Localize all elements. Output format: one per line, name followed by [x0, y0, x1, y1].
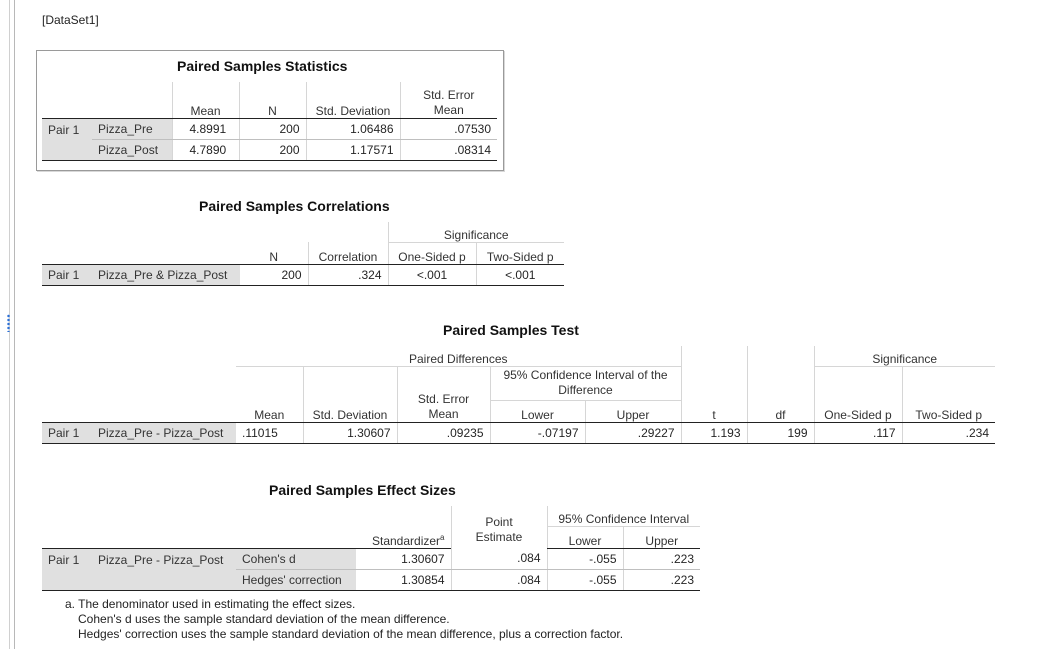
corr-header-correlation: Correlation: [308, 242, 388, 264]
test-table[interactable]: [42, 346, 995, 444]
effect-header-ci: 95% Confidence Interval: [547, 506, 700, 526]
effect-sizes-table[interactable]: [42, 506, 700, 591]
corr-row-var: Pizza_Pre & Pizza_Post: [92, 264, 240, 285]
test-spacer-one: [814, 366, 902, 400]
effect-corner: [42, 506, 92, 526]
stats-cell-se: .08314: [400, 139, 497, 160]
effect-cell-point: .084: [451, 548, 547, 569]
effect-corner-6: [236, 526, 356, 548]
test-spacer-df-2: [747, 366, 814, 400]
test-corner: [42, 346, 92, 366]
test-spacer-t: [681, 346, 747, 366]
test-spacer-sd: [303, 366, 397, 400]
effect-header-lower: Lower: [547, 526, 623, 548]
corr-header-n: N: [240, 242, 308, 264]
effect-cell-standardizer: 1.30607: [356, 548, 451, 569]
test-header-upper: Upper: [585, 400, 681, 422]
corr-header-two-sided: Two-Sided p: [476, 242, 564, 264]
test-spacer-t-2: [681, 366, 747, 400]
test-header-lower: Lower: [490, 400, 585, 422]
stats-pair-label: Pair 1: [42, 118, 92, 160]
effect-cell-standardizer: 1.30854: [356, 569, 451, 590]
effect-header-point-line1: Point: [485, 515, 513, 529]
test-corner-4: [92, 366, 236, 400]
test-cell-lower: -.07197: [490, 422, 585, 443]
effect-header-upper: Upper: [623, 526, 700, 548]
test-header-paired-differences: Paired Differences: [236, 346, 681, 366]
corr-corner-2: [92, 222, 240, 242]
dataset-label: [DataSet1]: [42, 13, 99, 27]
effect-header-point-line2: Estimate: [475, 530, 523, 544]
test-header-df: df: [747, 400, 814, 422]
stats-cell-se: .07530: [400, 118, 497, 139]
test-row-var: Pizza_Pre - Pizza_Post: [92, 422, 236, 443]
test-header-se-line1: Std. Error: [417, 391, 470, 406]
effect-row-measure: Cohen's d: [236, 548, 356, 569]
corr-cell-one-sided: <.001: [388, 264, 476, 285]
effect-header-standardizer-text: Standardizer: [372, 533, 441, 548]
corr-corner: [42, 222, 92, 242]
test-corner-3: [42, 366, 92, 400]
test-spacer-two: [902, 366, 995, 400]
stats-header-sd: Std. Deviation: [306, 82, 400, 118]
test-cell-mean: .11015: [236, 422, 303, 443]
test-header-ci-line2: Difference: [558, 383, 613, 397]
effect-header-standardizer-sup: a: [440, 532, 445, 542]
test-header-se-line2: Mean: [428, 406, 459, 421]
pane-splitter-handle[interactable]: [7, 314, 10, 332]
effect-row-var: Pizza_Pre - Pizza_Post: [92, 548, 236, 590]
table-row: [42, 118, 497, 139]
table-row: [42, 264, 564, 285]
stats-cell-sd: 1.17571: [306, 139, 400, 160]
corr-spacer-corr: [308, 222, 388, 242]
stats-cell-n: 200: [239, 139, 306, 160]
stats-header-mean: Mean: [172, 82, 239, 118]
table-row: [42, 548, 700, 569]
stats-cell-mean: 4.8991: [172, 118, 239, 139]
test-header-mean: Mean: [236, 400, 303, 422]
test-pair-label: Pair 1: [42, 422, 92, 443]
effect-spacer-std: [356, 506, 451, 526]
correlations-title: Paired Samples Correlations: [199, 198, 390, 214]
test-header-significance: Significance: [814, 346, 995, 366]
statistics-table[interactable]: [42, 82, 497, 161]
table-row: [42, 422, 995, 443]
test-cell-one-sided: .117: [814, 422, 902, 443]
test-cell-sd: 1.30607: [303, 422, 397, 443]
effect-row-measure: Hedges' correction: [236, 569, 356, 590]
effect-corner-5: [92, 526, 236, 548]
test-header-two-sided: Two-Sided p: [902, 400, 995, 422]
effect-header-point: [451, 506, 547, 548]
test-header-sd: Std. Deviation: [303, 400, 397, 422]
stats-row-var: Pizza_Post: [92, 139, 172, 160]
footnote-line: Hedges' correction uses the sample standard deviation of the mean difference, plus a correction factor.: [78, 627, 624, 641]
test-header-one-sided: One-Sided p: [814, 400, 902, 422]
test-cell-df: 199: [747, 422, 814, 443]
effect-sizes-footnote: [65, 597, 623, 642]
corr-header-one-sided: One-Sided p: [388, 242, 476, 264]
stats-corner: [42, 82, 92, 118]
effect-cell-point: .084: [451, 569, 547, 590]
effect-corner-2: [92, 506, 236, 526]
test-cell-se: .09235: [397, 422, 490, 443]
corr-spacer-n: [240, 222, 308, 242]
test-header-t: t: [681, 400, 747, 422]
effect-corner-4: [42, 526, 92, 548]
statistics-title: Paired Samples Statistics: [177, 58, 348, 74]
stats-corner-2: [92, 82, 172, 118]
effect-sizes-title: Paired Samples Effect Sizes: [269, 482, 456, 498]
test-corner-6: [92, 400, 236, 422]
corr-header-significance: Significance: [388, 222, 564, 242]
effect-cell-upper: .223: [623, 548, 700, 569]
effect-cell-lower: -.055: [547, 569, 623, 590]
effect-pair-label: Pair 1: [42, 548, 92, 590]
test-header-ci: [490, 366, 681, 400]
stats-cell-mean: 4.7890: [172, 139, 239, 160]
corr-cell-correlation: .324: [308, 264, 388, 285]
corr-corner-4: [92, 242, 240, 264]
test-spacer-df: [747, 346, 814, 366]
footnote-line: Cohen's d uses the sample standard deviation of the mean difference.: [78, 612, 450, 626]
test-header-ci-line1: 95% Confidence Interval of the: [503, 368, 668, 382]
effect-cell-upper: .223: [623, 569, 700, 590]
stats-cell-n: 200: [239, 118, 306, 139]
corr-corner-3: [42, 242, 92, 264]
effect-cell-lower: -.055: [547, 548, 623, 569]
corr-pair-label: Pair 1: [42, 264, 92, 285]
corr-cell-n: 200: [240, 264, 308, 285]
stats-header-se: [400, 82, 497, 118]
test-spacer-mean: [236, 366, 303, 400]
stats-header-se-line2: Mean: [433, 102, 464, 117]
test-cell-two-sided: .234: [902, 422, 995, 443]
footnote-line: a. The denominator used in estimating the effect sizes.: [65, 597, 356, 611]
stats-row-var: Pizza_Pre: [92, 118, 172, 139]
correlations-table[interactable]: [42, 222, 564, 286]
stats-header-n: N: [239, 82, 306, 118]
test-corner-2: [92, 346, 236, 366]
test-corner-5: [42, 400, 92, 422]
test-cell-t: 1.193: [681, 422, 747, 443]
test-header-se: [397, 391, 490, 422]
effect-header-standardizer: [356, 526, 451, 548]
table-row: [42, 139, 497, 160]
stats-header-se-line1: Std. Error: [423, 87, 475, 102]
left-gutter: [0, 0, 15, 649]
test-title: Paired Samples Test: [443, 322, 579, 338]
effect-corner-3: [236, 506, 356, 526]
test-cell-upper: .29227: [585, 422, 681, 443]
stats-cell-sd: 1.06486: [306, 118, 400, 139]
corr-cell-two-sided: <.001: [476, 264, 564, 285]
